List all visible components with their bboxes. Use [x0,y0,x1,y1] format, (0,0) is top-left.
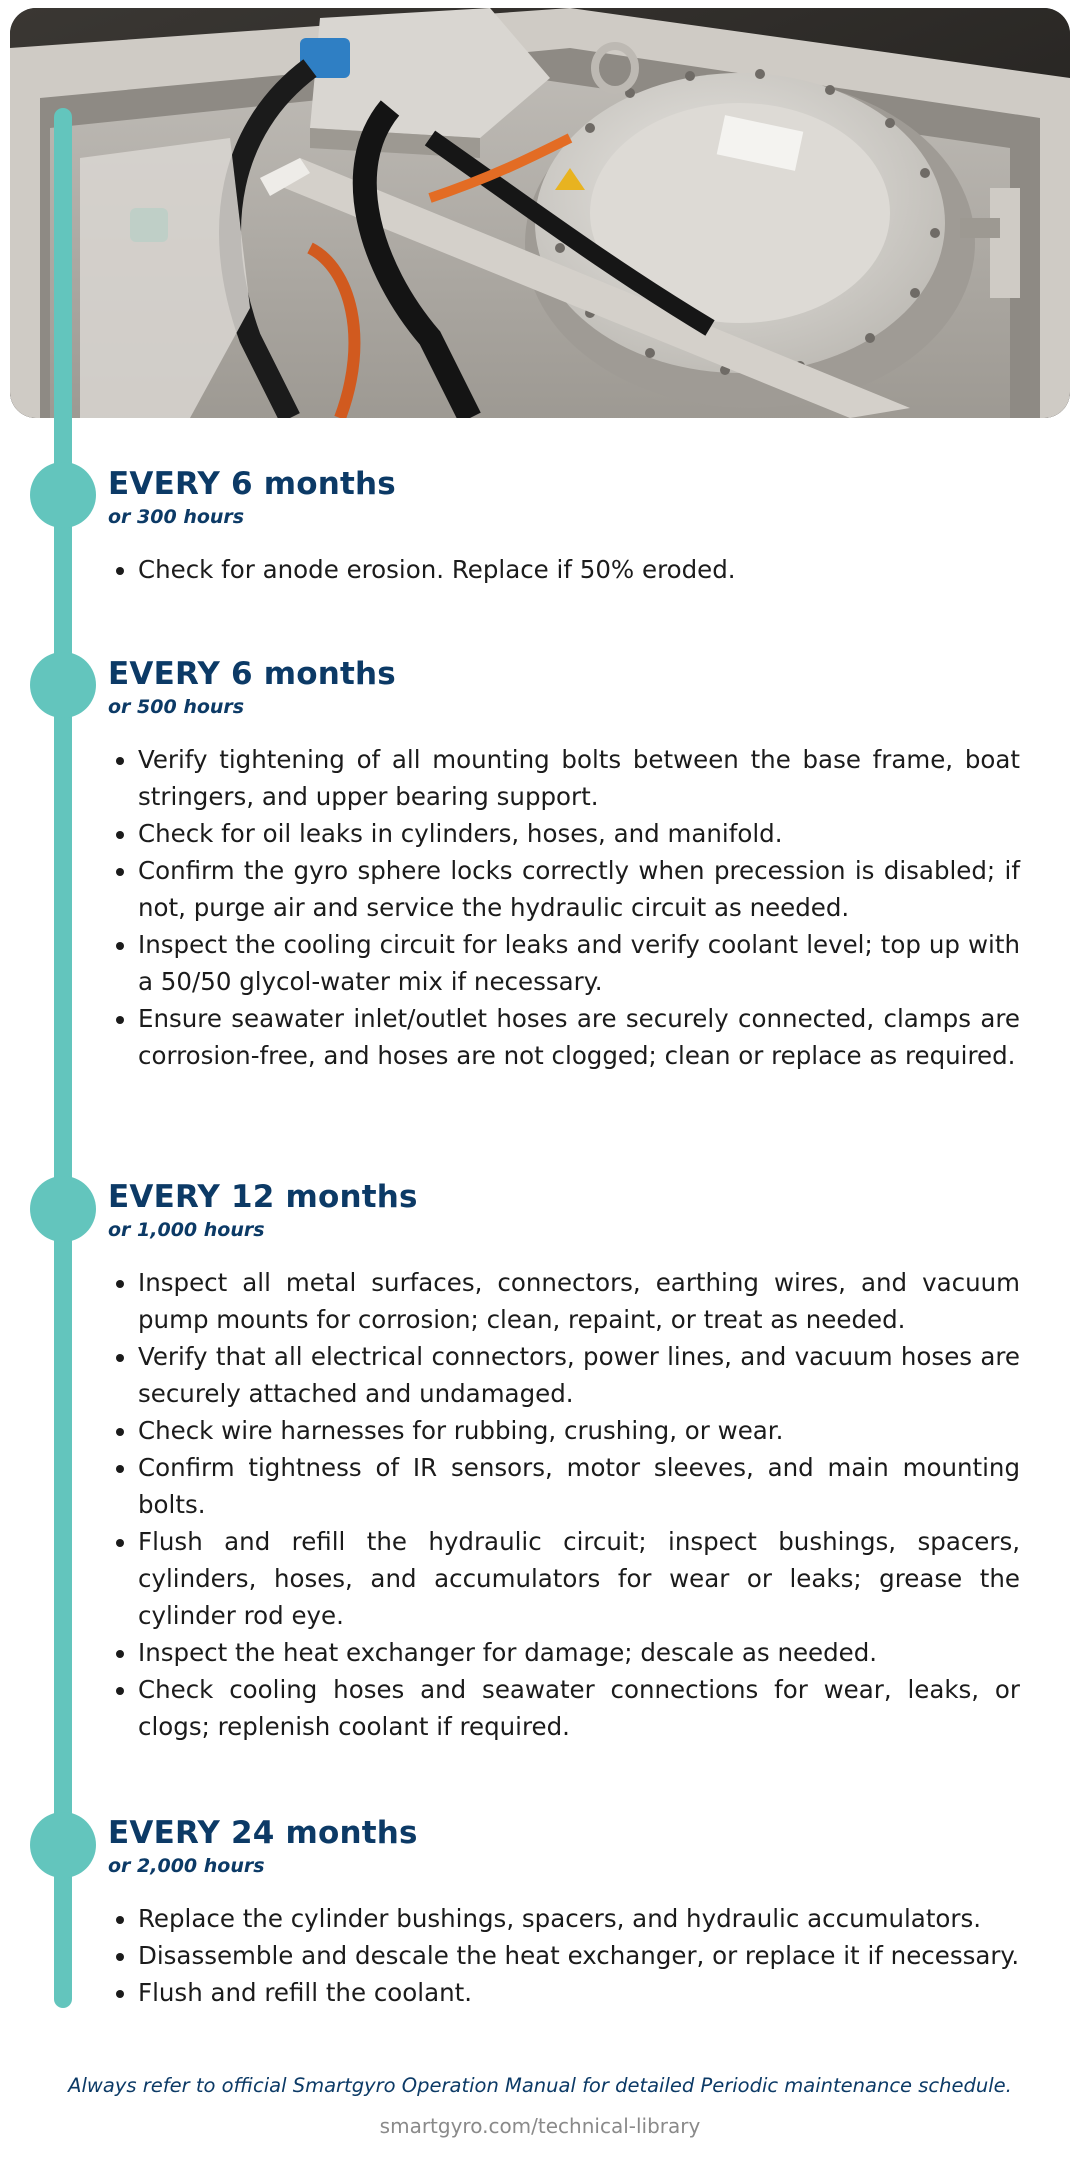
list-item: • Check cooling hoses and seawater connections for wear, leaks, or clogs; replenish coolant if required. [138,1671,1020,1745]
timeline-dot [30,1812,96,1878]
list-item: • Inspect all metal surfaces, connectors, earthing wires, and vacuum pump mounts for corrosion; clean, repaint, or treat as needed. [138,1264,1020,1338]
section-subtitle: or 2,000 hours [108,1855,265,1877]
section-title: EVERY 12 months [108,1179,418,1215]
gyro-unit-illustration [10,8,1070,418]
list-item: • Check for anode erosion. Replace if 50% eroded. [138,551,1020,588]
list-item: • Disassemble and descale the heat exchanger, or replace it if necessary. [138,1937,1020,1974]
maintenance-section [108,1178,1020,1745]
timeline-line [54,108,72,2008]
list-item: • Replace the cylinder bushings, spacers, and hydraulic accumulators. [138,1900,1020,1937]
hero-photo [10,8,1070,418]
list-item: • Check for oil leaks in cylinders, hoses, and manifold. [138,815,1020,852]
list-item: • Inspect the heat exchanger for damage; descale as needed. [138,1634,1020,1671]
section-subtitle: or 500 hours [108,696,245,718]
task-list [108,551,1020,588]
list-item: • Ensure seawater inlet/outlet hoses are securely connected, clamps are corrosion-free, and hoses are not clogged; clean or replace as required. [138,1000,1020,1074]
timeline-dot [30,652,96,718]
section-subtitle: or 300 hours [108,506,245,528]
list-item: • Flush and refill the coolant. [138,1974,1020,2011]
list-item: • Confirm tightness of IR sensors, motor sleeves, and main mounting bolts. [138,1449,1020,1523]
task-list [108,1900,1020,2011]
maintenance-section [108,1814,1020,2011]
task-list [108,741,1020,1074]
section-subtitle: or 1,000 hours [108,1219,265,1241]
section-title: EVERY 6 months [108,466,396,502]
list-item: • Verify that all electrical connectors, power lines, and vacuum hoses are securely attached and undamaged. [138,1338,1020,1412]
list-item: • Check wire harnesses for rubbing, crushing, or wear. [138,1412,1020,1449]
timeline-dot [30,1176,96,1242]
list-item: • Verify tightening of all mounting bolts between the base frame, boat stringers, and upper bearing support. [138,741,1020,815]
maintenance-section [108,655,1020,1074]
timeline-dot [30,462,96,528]
section-title: EVERY 6 months [108,656,396,692]
footer-note: Always refer to official Smartgyro Operation Manual for detailed Periodic maintenance schedule. [68,2074,1012,2097]
list-item: • Inspect the cooling circuit for leaks and verify coolant level; top up with a 50/50 glycol-water mix if necessary. [138,926,1020,1000]
section-title: EVERY 24 months [108,1815,418,1851]
list-item: • Confirm the gyro sphere locks correctly when precession is disabled; if not, purge air and service the hydraulic circuit as needed. [138,852,1020,926]
list-item: • Flush and refill the hydraulic circuit; inspect bushings, spacers, cylinders, hoses, and accumulators for wear or leaks; grease the cylinder rod eye. [138,1523,1020,1634]
task-list [108,1264,1020,1745]
maintenance-section [108,465,1020,588]
footer-link[interactable]: smartgyro.com/technical-library [379,2114,701,2138]
